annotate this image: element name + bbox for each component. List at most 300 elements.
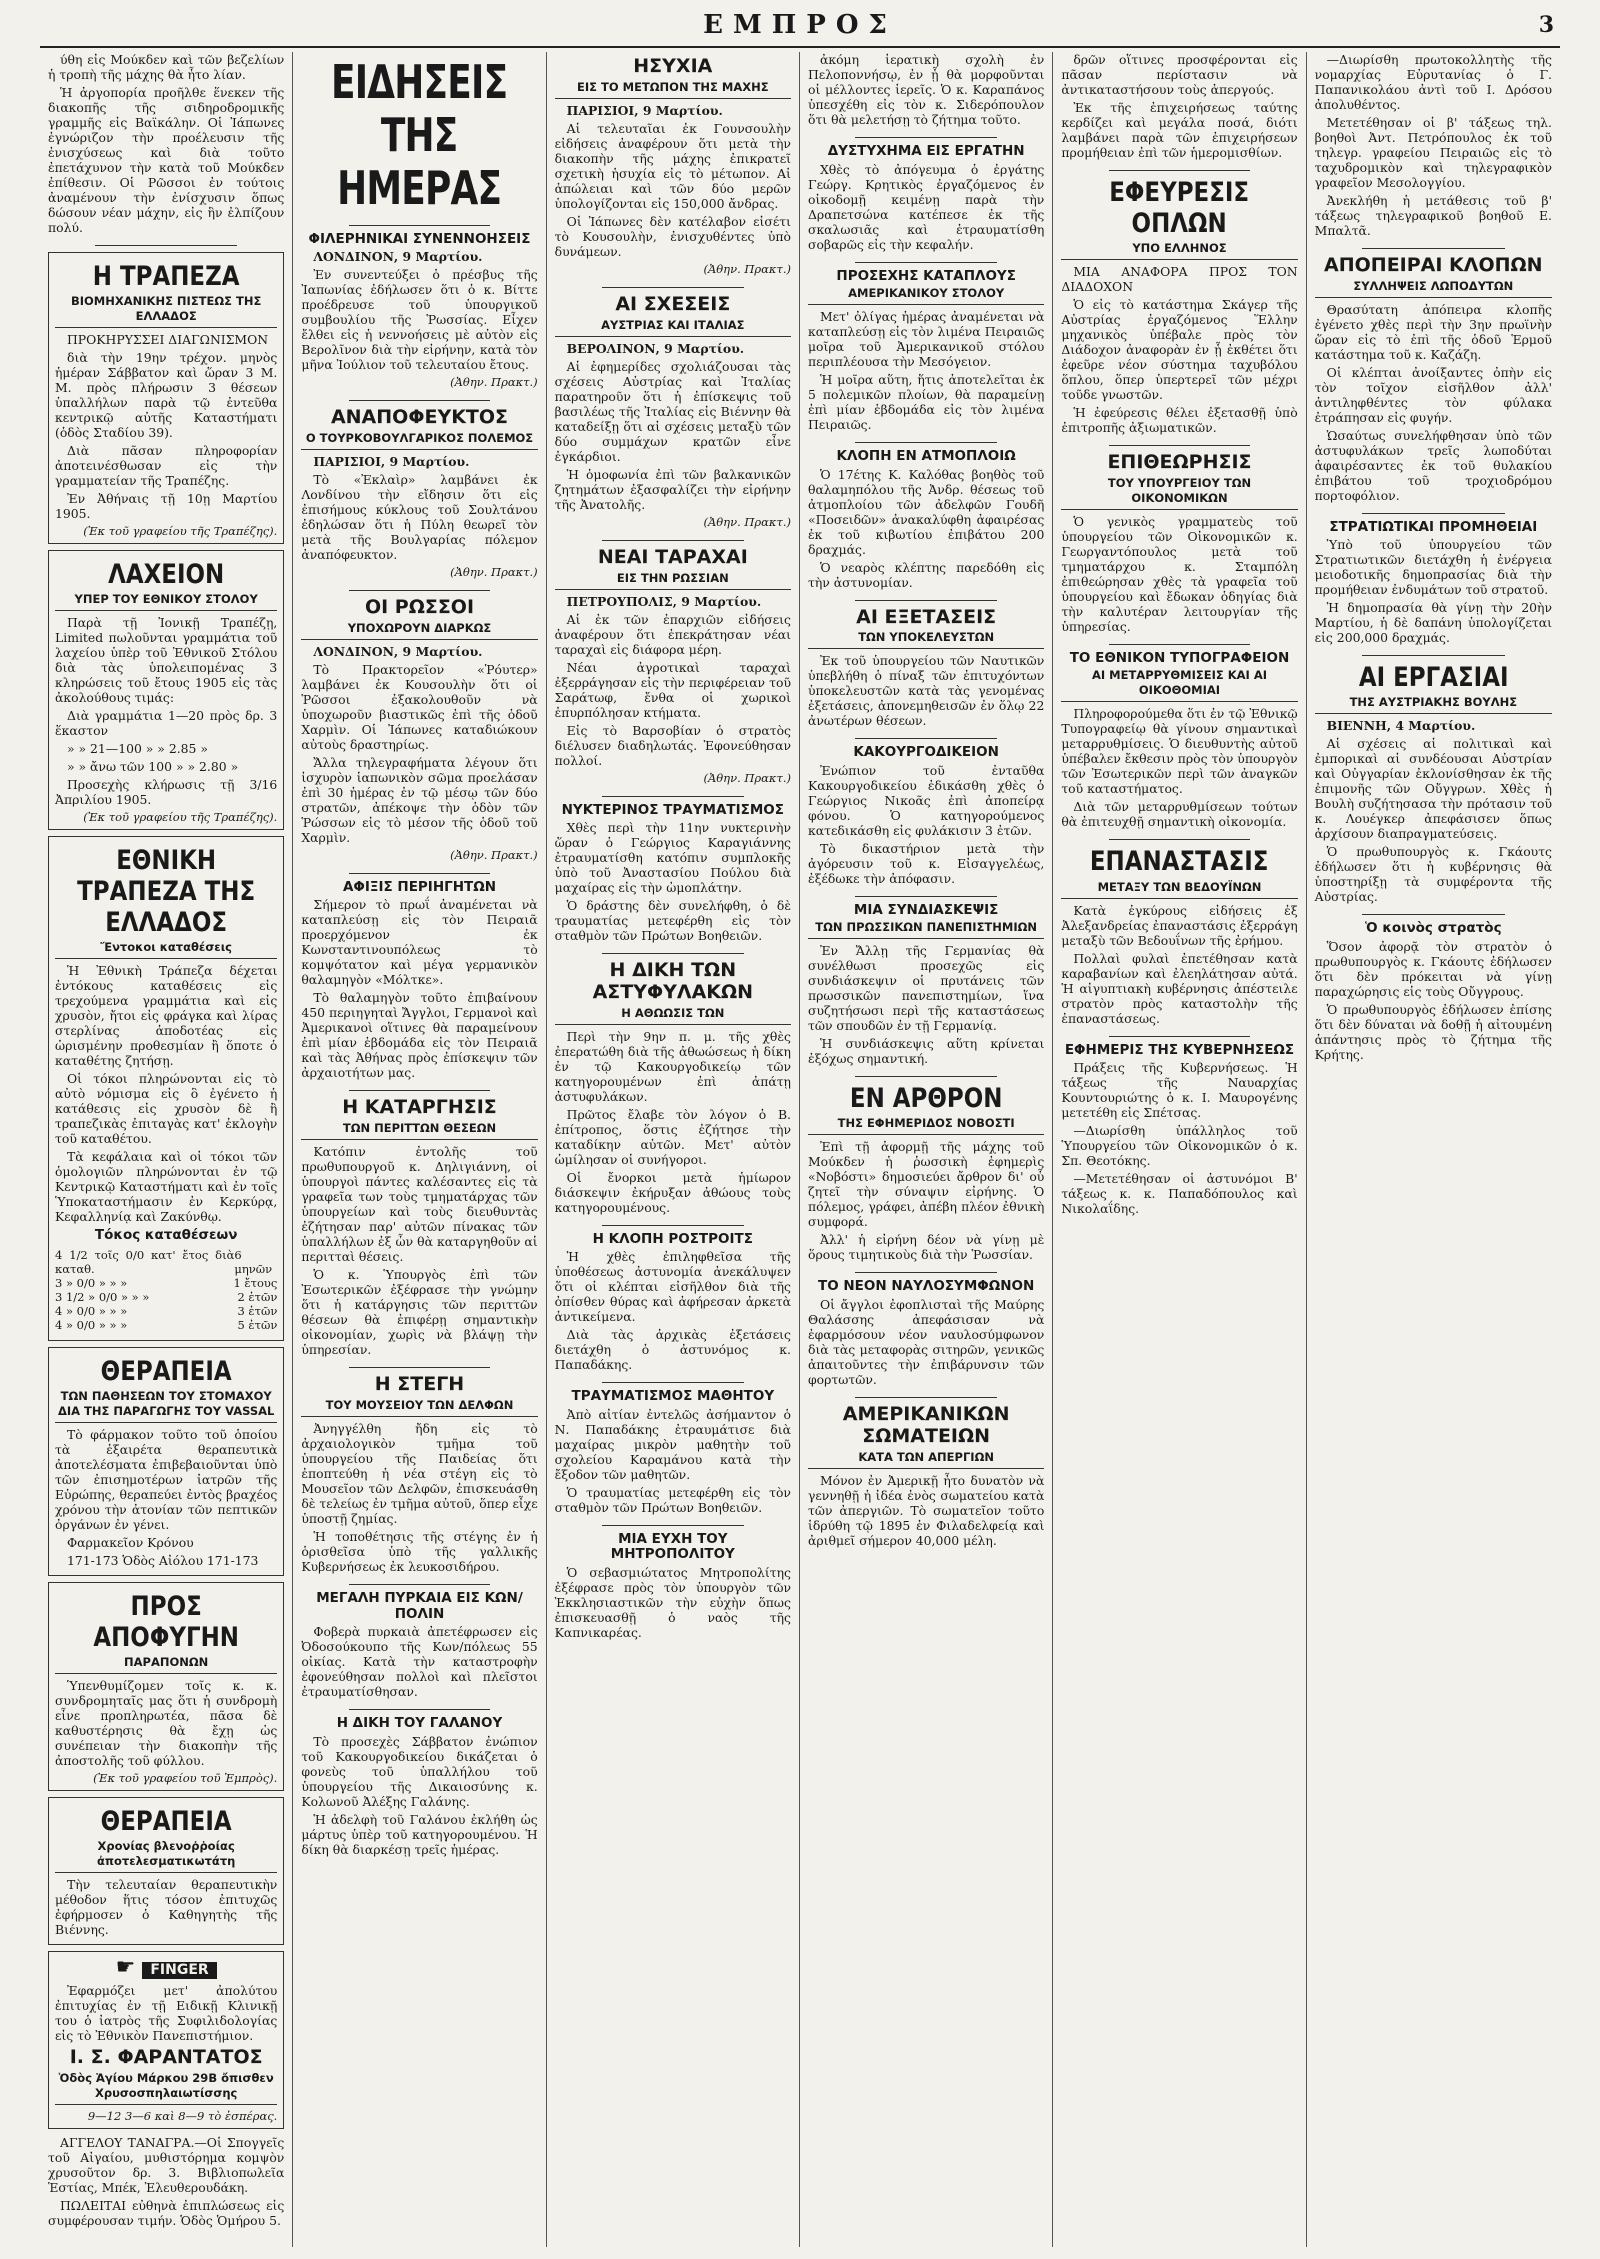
article: [808, 745, 1044, 886]
advertisement: [48, 1347, 284, 1576]
divider: [1109, 644, 1251, 645]
paragraph: Ἐνώπιον τοῦ ἐνταῦθα Κακουργοδικείου ἐδικάσθη χθὲς ὁ Γεώργιος Νικοᾶς ἐπὶ ἀποπείρᾳ φόνου. Ὁ κατηγορούμενος κατεδικάσθη εἰς φυλάκισιν 3 ἐτῶν.: [807, 762, 1045, 838]
headline: ΤΟ ΝΕΟΝ ΝΑΥΛΟΣΥΜΦΩΝΟΝ: [818, 1278, 1035, 1295]
advertisement: [48, 1797, 284, 1945]
article: [555, 56, 791, 277]
divider: [855, 262, 997, 263]
source-line: (Ἀθην. Πρακτ.): [450, 375, 538, 390]
paragraph: Ὁ δράστης δὲν συνελήφθη, ὁ δὲ τραυματίας μετεφέρθη εἰς τὸν σταθμὸν τῶν Πρώτων Βοηθειῶν.: [554, 898, 791, 944]
divider: [349, 1367, 491, 1368]
dateline: ΒΙΕΝΝΗ, 4 Μαρτίου.: [1326, 718, 1476, 734]
dateline: ΠΑΡΙΣΙΟΙ, 9 Μαρτίου.: [313, 454, 470, 470]
article: [301, 880, 537, 1081]
subheadline: ΑΙ ΜΕΤΑΡΡΥΘΜΙΣΕΙΣ ΚΑΙ ΑΙ ΟΙΚΟΘΟΜΙΑΙ: [1061, 668, 1297, 702]
article-body: [555, 1249, 791, 1372]
article-body: [808, 52, 1044, 127]
article-body: [301, 249, 537, 372]
table-cell: 4 » 0/0 » » »: [55, 1317, 128, 1332]
source-line: (Ἀθην. Πρακτ.): [703, 770, 791, 785]
divider: [1109, 1036, 1251, 1037]
paragraph: Διὰ τὰς ἀρχικὰς ἐξετάσεις διετάχθη ὁ ἀστυνόμος κ. Παπαδάκης.: [554, 1327, 791, 1373]
paragraph: Ἀνηγγέλθη ἤδη εἰς τὸ ἀρχαιολογικὸν τμῆμα τοῦ ὑπουργείου τῆς Παιδείας ὅτι ἐποπτεύθη ἡ νέα στέγη εἰς τὸ Μουσεῖον τῶν Δελφῶν, ἐπισκευάσθη δὲ τελείως ἐν τμῆμα αὐτοῦ, ὅπερ εἶχε ὑποστῇ ζημίας.: [301, 1421, 538, 1527]
column-5: [1053, 52, 1306, 2247]
paragraph: Ἐφαρμόζει μετ' ἀπολύτου ἐπιτυχίας ἐν τῇ Ειδικῇ Κλινικῇ του ὁ ἰατρὸς τῆς Συφιλιδολογίας εἰς τὸ Ἐθνικὸν Πανεπιστήμιον.: [55, 1982, 278, 2043]
source-line: (Ἀθην. Πρακτ.): [703, 261, 791, 276]
divider: [1109, 839, 1251, 840]
article-body: [555, 1407, 791, 1515]
paragraph: Οἱ τόκοι πληρώνονται εἰς τὸ αὐτὸ νόμισμα εἰς ὃ ἐγένετο ἡ κατάθεσις εἰς χρυσὸν δὲ ἢ τραπεζικὰς ἐπιταγὰς κατ' ἐκλογὴν τοῦ καταθέτου.: [55, 1071, 278, 1147]
paragraph: Τὸ Πρακτορεῖον «Ῥόυτερ» λαμβάνει ἐκ Κουσουλὴν ὅτι οἱ Ῥῶσσοι ἐξακολουθοῦν νὰ ὑποχωροῦν βιαστικῶς ἐπὶ τῆς ὁδοῦ Χαρμὶν. Οἱ Ἰάπωνες καταδιώκουν αὐτοὺς δραστηρίως.: [301, 661, 538, 752]
paragraph: Ὁ 17έτης Κ. Καλόθας βοηθὸς τοῦ θαλαμηπόλου τῆς Ἀνδρ. θέσεως τοῦ ἀτμοπλοίου τῶν ἀδελφῶν Γουδῆ «Ποσειδῶν» ἀνακαλύφθη ἀφαιρέσας ἐκ τοῦ κιβωτίου ἐπιβάτου 200 δραχμάς.: [807, 466, 1045, 557]
article-body: [301, 454, 537, 562]
table-cell: 1 ἔτους: [233, 1275, 278, 1290]
article-body: [1061, 903, 1297, 1026]
dateline: ΠΕΤΡΟΥΠΟΛΙΣ, 9 Μαρτίου.: [566, 593, 762, 609]
source-line: (Ἀθην. Πρακτ.): [450, 565, 538, 580]
paragraph: » » 21—100 » » 2.85 »: [67, 741, 208, 757]
article-body: [55, 1877, 277, 1937]
divider: [1362, 513, 1504, 514]
subheadline: ΒΙΟΜΗΧΑΝΙΚΗΣ ΠΙΣΤΕΩΣ ΤΗΣ ΕΛΛΑΔΟΣ: [55, 294, 277, 328]
article: [808, 1404, 1044, 1548]
headline: ΕΦΕΥΡΕΣΙΣ ΟΠΛΩΝ: [1109, 177, 1250, 240]
subheadline: ΤΗΣ ΑΥΣΤΡΙΑΚΗΣ ΒΟΥΛΗΣ: [1315, 695, 1552, 714]
article-body: [555, 594, 791, 768]
paragraph: Πληροφορούμεθα ὅτι ἐν τῷ Ἐθνικῷ Τυπογραφείῳ θὰ γίνουν σημαντικαὶ μεταρρυθμίσεις. Ὁ διευθυντὴς αὐτοῦ ὑπέβαλεν ἔκθεσιν πρὸς τὸν ὑπουργὸν τῶν Ἐσωτερικῶν περὶ τῶν ἀναγκῶν τοῦ καταστήματος.: [1061, 706, 1298, 797]
paragraph: Πολλαὶ φυλαὶ ἐπετέθησαν κατὰ καραβανίων καὶ ἐλεηλάτησαν αὐτά. Ἡ αἰγυπτιακὴ κυβέρνησις ἀπέστειλε στρατὸν πρὸς καταστολὴν τῆς ἐπαναστάσεως.: [1061, 950, 1298, 1026]
table-title: Τόκος καταθέσεων: [94, 1227, 238, 1244]
headline: ΜΕΓΑΛΗ ΠΥΡΚΑΙΑ ΕΙΣ ΚΩΝ/ΠΟΛΙΝ: [316, 1590, 523, 1622]
article-body: [808, 653, 1044, 728]
headline: ΠΡΟΣΕΧΗΣ ΚΑΤΑΠΛΟΥΣ: [836, 267, 1016, 284]
table-cell: 2 ἐτῶν: [237, 1289, 278, 1304]
article-body: [1315, 302, 1552, 503]
paragraph: ΜΙΑ ΑΝΑΦΟΡΑ ΠΡΟΣ ΤΟΝ ΔΙΑΔΟΧΟΝ: [1061, 264, 1298, 295]
subheadline: ΕΙΣ ΤΗΝ ΡΩΣΣΙΑΝ: [555, 571, 791, 590]
paragraph: Ἡ Ἐθνικὴ Τράπεζα δέχεται ἐντόκους καταθέσεις εἰς τρεχούμενα γραμμάτια καὶ εἰς χρυσὸν, ἤτοι εἰς φράγκα καὶ λίρας στερλίνας ἀποδοτέας εἰς ὡρισμένην προθεσμίαν ἢ ὅποτε ὁ καταθέτης ζητήσῃ.: [55, 963, 278, 1069]
paragraph: Μετ' ὀλίγας ἡμέρας ἀναμένεται νὰ καταπλεύσῃ εἰς τὸν λιμένα Πειραιῶς μοῖρα τοῦ Ἀμερικανικοῦ στόλου περιπλέουσα τὴν Μεσόγειον.: [807, 309, 1045, 370]
headline: ΕΝ ΑΡΘΡΟΝ: [849, 1083, 1003, 1115]
article: [808, 1083, 1044, 1262]
divider: [349, 873, 491, 874]
paragraph: Χθὲς περὶ τὴν 11ην νυκτερινὴν ὥραν ὁ Γεώργιος Καραγιάννης ἐτραυματίσθη κατόπιν συμπλοκῆς ὑπὸ τοῦ Ἀναστασίου Πούλου διὰ μαχαίρας εἰς τὴν ὠμοπλάτην.: [554, 820, 791, 896]
headline: ΜΙΑ ΕΥΧΗ ΤΟΥ ΜΗΤΡΟΠΟΛΙΤΟΥ: [610, 1530, 735, 1563]
paragraph: Ὁ εἰς τὸ κατάστημα Σκάγερ τῆς Αὐστρίας ἐργαζόμενος Ἕλλην μηχανικὸς ὑπέβαλε πρὸς τὸν Διάδοχον ἀναφορὰν ἐν ᾗ ἐκθέτει ὅτι ἐφεῦρε νέον σύστημα ταχυβόλου ὅπλου, ὅπερ ὑπερτερεῖ τῶν μέχρι τοῦδε γνωστῶν.: [1061, 297, 1298, 403]
paragraph: ΠΡΟΚΗΡΥΣΣΕΙ ΔΙΑΓΩΝΙΣΜΟΝ: [67, 332, 269, 348]
headline: ΤΟ ΕΘΝΙΚΟΝ ΤΥΠΟΓΡΑΦΕΙΟΝ: [1069, 649, 1290, 666]
column-2: [293, 52, 546, 2247]
divider: [855, 442, 997, 443]
paragraph: Οἱ κλέπται ἀνοίξαντες ὀπὴν εἰς τὸν τοῖχον εἰσῆλθον ἀλλ' ἀντιληφθέντες τὸν φύλακα ἐτράπησαν εἰς φυγήν.: [1314, 364, 1552, 425]
article-body: [1061, 514, 1297, 634]
divider: [855, 896, 997, 897]
headline: ΑΝΑΠΟΦΕΥΚΤΟΣ: [330, 406, 509, 429]
article-body: [55, 332, 277, 521]
paragraph: Ὑπενθυμίζομεν τοῖς κ. κ. συνδρομηταῖς μας ὅτι ἡ συνδρομὴ εἶνε προπληρωτέα, πᾶσα δὲ καθυστέρησις θὰ ἔχῃ ὡς συνέπειαν τὴν διακοπὴν τῆς ἀποστολῆς τοῦ φύλλου.: [55, 1677, 278, 1768]
paragraph: Παρὰ τῇ Ἰονικῇ Τραπέζῃ, Limited πωλοῦνται γραμμάτια τοῦ λαχείου ὑπὲρ τοῦ Ἐθνικοῦ Στόλου διὰ τὰς ὑπολειπομένας 3 κληρώσεις τοῦ ἔτους 1905 εἰς τὰς ἀκολούθους τιμάς:: [55, 615, 278, 706]
article-body: [1061, 1060, 1297, 1216]
paragraph: Ἡ τοποθέτησις τῆς στέγης ἐν ἡ ὁρισθεῖσα ὑπὸ τῆς γαλλικῆς Κυβερνήσεως ἐκ λευκοσιδήρου.: [301, 1529, 538, 1575]
subheadline: ΤΟΥ ΥΠΟΥΡΓΕΙΟΥ ΤΩΝ ΟΙΚΟΝΟΜΙΚΩΝ: [1061, 476, 1297, 510]
paragraph: Ἡ συνδιάσκεψις αὕτη κρίνεται ἐξόχως σημαντική.: [807, 1036, 1045, 1067]
article: [808, 52, 1044, 127]
paragraph: ΠΩΛΕΙΤΑΙ εὐθηνὰ ἐπιπλώσεως εἰς συμφέρουσαν τιμήν. Ὁδὸς Ὁμήρου 5.: [48, 2197, 285, 2228]
headline: ΗΣΥΧΙΑ: [633, 55, 713, 77]
dateline: ΛΟΝΔΙΝΟΝ, 9 Μαρτίου.: [313, 643, 483, 659]
subheadline: Ο ΤΟΥΡΚΟΒΟΥΛΓΑΡΙΚΟΣ ΠΟΛΕΜΟΣ: [301, 431, 537, 450]
article: [1315, 255, 1552, 503]
article-body: [808, 763, 1044, 886]
paragraph: Ὑπὸ τοῦ ὑπουργείου τῶν Στρατιωτικῶν διετάχθη ἡ ἐνέργεια μειοδοτικῆς δημοπρασίας διὰ τὴν προμήθειαν ἐνδυμάτων τοῦ στρατοῦ.: [1314, 537, 1552, 598]
article: [1061, 452, 1297, 634]
divider: [855, 1272, 997, 1273]
paragraph: Τὸ φάρμακον τοῦτο τοῦ ὁποίου τὰ ἐξαιρέτα θεραπευτικὰ ἀποτελέσματα ἐπιβεβαιοῦνται ὑπὸ τῶν ἐπισημοτέρων ἰατρῶν τῆς Εὐρώπης, θεραπεύει ἐντὸς βραχέος χρόνου τὴν ἀτονίαν τῶν πεπτικῶν ὀργάνων ἐν γένει.: [55, 1426, 278, 1532]
article-body: [555, 341, 791, 512]
subheadline: ΤΗΣ ΕΦΗΜΕΡΙΔΟΣ ΝΟΒΟΣΤΙ: [808, 1116, 1044, 1135]
headline: Η ΣΤΕΓΗ: [374, 1373, 465, 1396]
divider: [602, 540, 744, 541]
subheadline: ΚΑΤΑ ΤΩΝ ΑΠΕΡΓΙΩΝ: [808, 1450, 1044, 1469]
article: [301, 597, 537, 863]
headline: ΔΥΣΤΥΧΗΜΑ ΕΙΣ ΕΡΓΑΤΗΝ: [827, 143, 1025, 159]
subheadline: ΥΠΕΡ ΤΟΥ ΕΘΝΙΚΟΥ ΣΤΟΛΟΥ: [55, 592, 277, 611]
subheadline: Ἔντοκοι καταθέσεις: [55, 940, 277, 959]
headline: ΦΙΛΕΡΗΝΙΚΑΙ ΣΥΝΕΝΝΟΗΣΕΙΣ: [308, 230, 531, 247]
headline: ΟΙ ΡΩΣΣΟΙ: [364, 596, 475, 619]
article: [301, 1097, 537, 1357]
divider: [855, 137, 997, 138]
article: [808, 903, 1044, 1067]
article-body: [1315, 718, 1552, 904]
article: [1315, 921, 1552, 1062]
paragraph: Ὁ πρωθυπουργὸς κ. Γκάουτς ἐδήλωσεν ὅτι ἡ κυβέρνησις θὰ ὑποστηρίξῃ τὰ συμφέροντα τῆς Αὐστρίας.: [1314, 844, 1552, 905]
paragraph: Ὁ τραυματίας μετεφέρθη εἰς τὸν σταθμὸν τῶν Πρώτων Βοηθειῶν.: [554, 1484, 791, 1515]
headline: Η ΔΙΚΗ ΤΩΝ ΑΣΤΥΦΥΛΑΚΩΝ: [592, 959, 754, 1003]
divider: [855, 600, 997, 601]
article-body: [301, 1421, 537, 1574]
paragraph: » » ἄνω τῶν 100 » » 2.80 »: [67, 759, 239, 775]
source-line: (Ἐκ τοῦ γραφείου τῆς Τραπέζης).: [83, 810, 278, 825]
divider: [855, 1397, 997, 1398]
paragraph: Ἡ δημοπρασία θὰ γίνῃ τὴν 20ὴν Μαρτίου, ἡ δὲ δαπάνη ὑπολογίζεται εἰς 200,000 δραχμάς.: [1314, 600, 1552, 646]
paragraph: 171-173 Ὁδὸς Αἰόλου 171-173: [67, 1552, 259, 1568]
paragraph: Ὁ σεβασμιώτατος Μητροπολίτης ἐξέφρασε πρὸς τὸν ὑπουργὸν τῶν Ἐκκλησιαστικῶν τὴν εὐχὴν ὅπως ἐπισκευασθῇ ὁ ναὸς τῆς Καπνικαρέας.: [554, 1564, 791, 1640]
paragraph: Ἐν Ἄλλῃ τῆς Γερμανίας θὰ συνέλθωσι προσεχῶς εἰς συνδιάσκεψιν οἱ πρυτάνεις τῶν πρωσσικῶν πανεπιστημίων, ἵνα συζητήσωσι περὶ τῆς καταστάσεως τῶν σπουδῶν ἐν τῇ Γερμανίᾳ.: [807, 943, 1045, 1034]
headline: Η ΚΑΤΑΡΓΗΣΙΣ: [342, 1096, 497, 1119]
paragraph: Ἀνεκλήθη ἡ μετάθεσις τοῦ β' τάξεως τηλεγραφικοῦ βοηθοῦ Ε. Μπαλτᾶ.: [1314, 193, 1552, 238]
paragraph: Ὁ γενικὸς γραμματεὺς τοῦ ὑπουργείου τῶν Οἰκονομικῶν κ. Γεωργαντόπουλος μετὰ τοῦ τμηματάρχου κ. Σταμπόλη ἐπιθεώρησαν χθὲς τὰ γραφεῖα τοῦ ὑπουργείου καὶ ἔδωκαν ὁδηγίας διὰ τὴν καλυτέραν λειτουργίαν τῆς ὑπηρεσίας.: [1061, 513, 1298, 634]
advertisement: [48, 1582, 284, 1791]
article: [555, 803, 791, 944]
article-body: [48, 2135, 284, 2228]
article-body: [55, 1427, 277, 1568]
article: [301, 407, 537, 580]
headline: ΕΠΑΝΑΣΤΑΣΙΣ: [1090, 846, 1269, 878]
divider: [602, 953, 744, 954]
article: [1315, 520, 1552, 646]
article-body: [808, 162, 1044, 252]
headline: ΝΕΑΙ ΤΑΡΑΧΑΙ: [597, 545, 748, 568]
article: [48, 52, 284, 235]
divider: [1109, 170, 1251, 171]
subheadline: ΑΜΕΡΙΚΑΝΙΚΟΥ ΣΤΟΛΟΥ: [808, 286, 1044, 305]
article-body: [55, 1983, 277, 2043]
column-3: [547, 52, 800, 2247]
paragraph: Τὰ κεφάλαια καὶ οἱ τόκοι τῶν ὁμολογιῶν πληρώνονται ἐν τῷ Κεντρικῷ Καταστήματι καὶ ἐν τοῖς Ὑποκαταστήμασιν ἐν Κερκύρᾳ, Κεφαλληνίᾳ καὶ Ζακύνθῳ.: [55, 1149, 278, 1225]
article-body: [1315, 537, 1552, 645]
paragraph: Νέαι ἀγροτικαὶ ταραχαὶ ἐξερράγησαν εἰς τὴν περιφέρειαν τοῦ Σαράτωφ, ἔνθα οἱ χωρικοὶ ἐπυρπόλησαν κτήματα.: [554, 659, 791, 720]
table-row: [55, 1318, 277, 1332]
newspaper-columns: [40, 52, 1560, 2247]
table-cell: 4 1/2 τοῖς 0/0 κατ' ἔτος διὰ καταθ.: [55, 1247, 235, 1276]
subheadline: ΤΩΝ ΠΑΘΗΣΕΩΝ ΤΟΥ ΣΤΟΜΑΧΟΥ ΔΙΑ ΤΗΣ ΠΑΡΑΓΩΓΗΣ ΤΟΥ VASSAL: [55, 1389, 277, 1423]
paragraph: Τὸ δικαστήριον μετὰ τὴν ἀγόρευσιν τοῦ κ. Εἰσαγγελέως, ἐξέδωκε τὴν ἀπόφασιν.: [807, 840, 1045, 886]
divider: [1109, 445, 1251, 446]
paragraph: ύθη εἰς Μούκδεν καὶ τῶν βεζελίων ἡ τροπὴ τῆς μάχης θὰ ἦτο λίαν.: [48, 52, 285, 82]
table-cell: 3 » 0/0 » » »: [55, 1275, 128, 1290]
paragraph: Μετετέθησαν οἱ β' τάξεως τηλ. βοηθοὶ Ἀντ. Πετρόπουλος ἐκ τοῦ τηλεγρ. γραφείου Πειραιῶς εἰς τὸ ταχυδρομικὸν καὶ τηλεγραφικὸν γραφεῖον Μεσολογγίου.: [1314, 115, 1552, 190]
paragraph: Πρῶτος ἔλαβε τὸν λόγον ὁ Β. ἐπίτροπος, ὅστις ἐζήτησε τὴν καταδίκην αὐτῶν. Μετ' αὐτὸν ὡμίλησαν οἱ συνήγοροι.: [554, 1106, 791, 1167]
article: [301, 56, 537, 215]
divider: [602, 1382, 744, 1383]
article-body: [555, 1565, 791, 1640]
paragraph: Ἐκ τοῦ ὑπουργείου τῶν Ναυτικῶν ὑπεβλήθη ὁ πίναξ τῶν ἐπιτυχόντων ὑποκελευστῶν κατὰ τὰς γενομένας ἐξετάσεις, ἀπονεμηθεισῶν ἐν ὅλῳ 22 ἀνωτέρων θέσεων.: [807, 653, 1045, 729]
article: [555, 1232, 791, 1373]
paragraph: Οἱ ἔνορκοι μετὰ ἡμίωρον διάσκεψιν ἐκήρυξαν ἀθώους τοὺς κατηγορουμένους.: [554, 1169, 791, 1215]
article-body: [301, 1624, 537, 1699]
article-body: [1315, 52, 1552, 238]
article: [555, 1389, 791, 1515]
paragraph: Ἡ ἐφεύρεσις θέλει ἐξετασθῇ ὑπὸ ἐπιτροπῆς ἀξιωματικῶν.: [1061, 405, 1298, 436]
column-1: [40, 52, 293, 2247]
paragraph: Αἱ σχέσεις αἱ πολιτικαὶ καὶ ἐμπορικαὶ αἱ συνδέουσαι Αὐστρίαν καὶ Οὐγγαρίαν ἐκλονίσθησαν ἐκ τῆς ἐπιμονῆς τῶν Οὔγγρων. Χθὲς ἡ Βουλὴ συζήτησασα τὴν πρότασιν τοῦ κ. Λουέγκερ ἀπεφάσισεν ὅπως ἀρχίσουν διαπραγματεύσεις.: [1314, 736, 1552, 842]
paragraph: Ὁ νεαρὸς κλέπτης παρεδόθη εἰς τὴν ἀστυνομίαν.: [807, 559, 1045, 590]
advertisement: [48, 550, 284, 830]
paragraph: Χθὲς τὸ ἀπόγευμα ὁ ἐργάτης Γεώργ. Κρητικὸς ἐργαζόμενος ἐν οἰκοδομῇ κειμένῃ παρὰ τὴν Δραπετσώνα κατέπεσε ἐκ τῆς σκαλωσιᾶς καὶ ἐτραυματίσθη σοβαρῶς εἰς τὴν κεφαλήν.: [807, 161, 1045, 252]
source-line: (Ἀθην. Πρακτ.): [703, 514, 791, 529]
subheadline: ΥΠΟ ΕΛΛΗΝΟΣ: [1061, 241, 1297, 260]
headline: ΘΕΡΑΠΕΙΑ: [100, 1355, 232, 1387]
divider: [855, 738, 997, 739]
article-body: [808, 943, 1044, 1066]
article-body: [808, 1297, 1044, 1387]
table-cell: 5 ἐτῶν: [237, 1317, 278, 1332]
paragraph: —Μετετέθησαν οἱ ἀστυνόμοι Β' τάξεως κ. κ. Παπαδόπουλος καὶ Νικολαΐδης.: [1061, 1171, 1298, 1217]
dateline: ΠΑΡΙΣΙΟΙ, 9 Μαρτίου.: [566, 102, 723, 118]
headline: ΣΤΡΑΤΙΩΤΙΚΑΙ ΠΡΟΜΗΘΕΙΑΙ: [1329, 518, 1538, 535]
divider: [349, 400, 491, 401]
masthead: ΕΜΠΡΟΣ: [703, 10, 897, 40]
article: [1315, 52, 1552, 238]
divider: [602, 1225, 744, 1226]
article: [301, 1716, 537, 1857]
headline: ΠΡΟΣ ΑΠΟΦΥΓΗΝ: [93, 1590, 239, 1653]
article-body: [55, 963, 277, 1224]
subheadline: ΥΠΟΧΩΡΟΥΝ ΔΙΑΡΚΩΣ: [301, 621, 537, 640]
paragraph: Ὁ κ. Ὑπουργὸς ἐπὶ τῶν Ἐσωτερικῶν ἐξέφρασε τὴν γνώμην ὅτι ἡ κατάργησις τῶν περιττῶν θέσεων θὰ ἐπιφέρῃ σημαντικὴν οἰκονομίαν, χωρὶς νὰ βλάψῃ τὴν ὑπηρεσίαν.: [301, 1267, 538, 1358]
headline: ΛΑΧΕΙΟΝ: [108, 559, 225, 591]
headline: ΝΥΚΤΕΡΙΝΟΣ ΤΡΑΥΜΑΤΙΣΜΟΣ: [561, 801, 784, 818]
divider: [349, 1090, 491, 1091]
article: [808, 607, 1044, 729]
paragraph: Αἱ τελευταῖαι ἐκ Γουνσουλὴν εἰδήσεις ἀναφέρουν ὅτι μετὰ τὴν διακοπὴν τῆς μάχης ἐπικρατεῖ σχετικὴ ἡσυχία εἰς τὸ μέτωπον. Αἱ ἀπώλειαι καὶ τῶν δύο μερῶν ὑπολογίζονται εἰς 150,000 ἄνδρας.: [554, 120, 791, 211]
article: [555, 294, 791, 530]
headline: Η ΚΛΟΠΗ ΡΟΣΤΡΟΙΤΣ: [592, 1230, 753, 1247]
subheadline: ΤΩΝ ΠΡΩΣΣΙΚΩΝ ΠΑΝΕΠΙΣΤΗΜΙΩΝ: [808, 920, 1044, 939]
table-row: [55, 1248, 277, 1276]
divider: [1362, 248, 1504, 249]
advertisement: [48, 836, 284, 1341]
article: [808, 269, 1044, 433]
dateline: ΒΕΡΟΛΙΝΟΝ, 9 Μαρτίου.: [566, 340, 745, 356]
paragraph: Ἡ χθὲς ἐπιληφθεῖσα τῆς ὑποθέσεως ἀστυνομία ἀνεκάλυψεν ὅτι οἱ κλέπται εἰσῆλθον διὰ τῆς ὀπίσθεν θύρας καὶ ἀφήρεσαν ἀρκετὰ ἀντικείμενα.: [554, 1249, 791, 1325]
article-body: [48, 52, 284, 235]
paragraph: Ἀπὸ αἰτίαν ἐντελῶς ἀσήμαντον ὁ Ν. Παπαδάκης ἐτραυμάτισε διὰ μαχαίρας μικρὸν μαθητὴν τοῦ σχολείου Καραμάνου κατὰ τὴν ἔξοδον τῶν μαθητῶν.: [554, 1406, 791, 1482]
paragraph: Κατὰ ἐγκύρους εἰδήσεις ἐξ Ἀλεξανδρείας ἐπαναστάσις ἐξερράγη μεταξὺ τῶν Βεδουΐνων τῆς ἐρήμου.: [1061, 902, 1298, 948]
article-body: [301, 644, 537, 845]
paragraph: Διὰ τῶν μεταρρυθμίσεων τούτων θὰ ἐπιτευχθῇ σημαντικὴ οἰκονομία.: [1061, 799, 1298, 830]
subheadline: ΑΥΣΤΡΙΑΣ ΚΑΙ ΙΤΑΛΙΑΣ: [555, 318, 791, 337]
source-line: (Ἐκ τοῦ γραφείου τοῦ Ἐμπρὸς).: [93, 1770, 278, 1785]
subheadline: ΕΙΣ ΤΟ ΜΕΤΩΠΟΝ ΤΗΣ ΜΑΧΗΣ: [555, 80, 791, 99]
paragraph: Φαρμακεῖον Κρόνου: [67, 1534, 194, 1550]
paragraph: Οἱ Ἰάπωνες δὲν κατέλαβον εἰσέτι τὸ Κουσουλὴν, ἐνισχυθέντες ὑπὸ δυνάμεων.: [554, 213, 791, 259]
table-cell: 3 ἐτῶν: [237, 1303, 278, 1318]
article: [555, 960, 791, 1215]
article-body: [301, 1734, 537, 1857]
article-body: [808, 309, 1044, 432]
paragraph: Ἀλλ' ἡ εἰρήνη δέον νὰ γίνῃ μὲ ὅρους τιμητικοὺς διὰ τὴν Ῥωσσίαν.: [807, 1232, 1045, 1263]
paragraph: Τὴν τελευταίαν θεραπευτικὴν μέθοδον ἥτις τόσον ἐπιτυχῶς ἐφήρμοσεν ὁ Καθηγητὴς τῆς Βιέννης.: [55, 1876, 278, 1937]
headline: ΜΙΑ ΣΥΝΔΙΑΣΚΕΨΙΣ: [853, 901, 999, 918]
article-body: [55, 615, 277, 807]
table-row: [55, 1290, 277, 1304]
article-body: [808, 1139, 1044, 1262]
article-body: [1061, 52, 1297, 160]
headline: ΑΠΟΠΕΙΡΑΙ ΚΛΟΠΩΝ: [1324, 254, 1543, 276]
article: [1061, 52, 1297, 160]
table-row: [55, 1304, 277, 1318]
article: [301, 1591, 537, 1699]
article: [808, 144, 1044, 252]
divider: [1362, 655, 1504, 656]
headline: ΕΠΙΘΕΩΡΗΣΙΣ: [1107, 451, 1252, 474]
paragraph: Αἱ ἐφημερίδες σχολιάζουσαι τὰς σχέσεις Αὐστρίας καὶ Ἰταλίας παρατηροῦν ὅτι ἡ ἐπίσκεψις τοῦ βασιλέως τῆς Ἰταλίας εἰς Βιέννην θὰ καταδείξῃ ὅτι αἱ σχέσεις μεταξὺ τῶν δύο συμμάχων κρατῶν εἶνε ἐγκάρδιοι.: [554, 358, 791, 464]
paragraph: διὰ τὴν 19ην τρέχον. μηνὸς ἡμέραν Σάββατον καὶ ὥραν 3 Μ. Μ. πρὸς πλήρωσιν 3 θέσεων ὑπαλλήλων παρὰ τῷ ἐντεῦθα κεντρικῷ αὐτῆς Καταστήματι (ὁδὸς Σταδίου 39).: [55, 350, 278, 441]
subheadline: Χρονίας βλενοῤῥοίας ἀποτελεσματικωτάτη: [55, 1839, 277, 1873]
article-body: [55, 1678, 277, 1768]
paragraph: Τὸ «Ἐκλαὶρ» λαμβάνει ἐκ Λονδίνου τὴν εἴδησιν ὅτι εἰς ἐπισήμους κύκλους τοῦ Σουλτάνου ἐδηλώσαν ὅτι ἡ Πύλη θεωρεῖ τὸν μετὰ τῆς Βουλγαρίας πόλεμον ἀναπόφευκτον.: [301, 472, 538, 563]
headline: Ὁ κοινὸς στρατὸς: [1365, 920, 1502, 937]
article-body: [555, 1029, 791, 1215]
divider: [855, 1076, 997, 1077]
paragraph: Τὸ θαλαμηγὸν τοῦτο ἐπιβαίνουν 450 περιηγηταὶ Ἄγγλοι, Γερμανοὶ καὶ Ἀμερικανοὶ οἵτινες θὰ παραμείνουν ἐπὶ μίαν ἑβδομάδα εἰς τὸν Πειραιᾶ καὶ τὰς Ἀθήνας πρὸς ἐπίσκεψιν τῶν ἀρχαιοτήτων μας.: [301, 990, 538, 1081]
table-cell: 3 1/2 » 0/0 » » »: [55, 1289, 150, 1304]
address: Ὁδὸς Ἁγίου Μάρκου 29Β ὄπισθεν Χρυσοσπηλαιωτίσσης: [55, 2071, 277, 2105]
paragraph: Ὡσαύτως συνελήφθησαν ὑπὸ τῶν ἀστυφυλάκων τρεῖς λωποδύται ἀφαιρέσαντες ἐκ τοῦ θυλακίου ἐπιβάτου τοῦ τροχιοδρόμου πορτοφόλιον.: [1314, 427, 1552, 503]
paragraph: Ἐν συνεντεύξει ὁ πρέσβυς τῆς Ἰαπωνίας ἐδήλωσεν ὅτι ὁ κ. Βίττε προέδρευσε τοῦ ὑπουργικοῦ συμβουλίου τῆς Ῥωσσίας. Εἶχεν ἔλθει εἰς ἡ νεννοήσεις μὲ αὐτὸν εἰς Βερολῖνον διὰ τὴν εἰρήνην, κατὰ τὸν μῆνα Ἰούλιον τοῦ τελευταίου ἔτους.: [301, 267, 538, 373]
headline: ΑΦΙΞΙΣ ΠΕΡΙΗΓΗΤΩΝ: [342, 878, 497, 895]
paragraph: Ἐπὶ τῇ ἀφορμῇ τῆς μάχης τοῦ Μούκδεν ἡ ῥωσσικὴ ἐφημερὶς «Νοβόστι» δημοσιεύει ἄρθρον δι' οὗ ζητεῖ τὴν σύναψιν εἰρήνης. Ὁ πόλεμος, γράφει, ἀπέβη πλέον ἐθνικὴ συμφορά.: [807, 1139, 1045, 1230]
article: [301, 232, 537, 391]
article-body: [555, 103, 791, 259]
headline: ΘΕΡΑΠΕΙΑ: [100, 1805, 232, 1837]
article-body: [1061, 706, 1297, 829]
badge-row: [55, 1954, 277, 1980]
headline: ΚΑΚΟΥΡΓΟΔΙΚΕΙΟΝ: [853, 744, 999, 761]
divider: [602, 1525, 744, 1526]
paragraph: Ἐν Ἀθήναις τῇ 10ῃ Μαρτίου 1905.: [55, 491, 278, 522]
subheadline: ΜΕΤΑΞΥ ΤΩΝ ΒΕΔΟΥΪΝΩΝ: [1061, 880, 1297, 899]
page-header: [40, 8, 1560, 48]
paragraph: Σήμερον τὸ πρωΐ ἀναμένεται νὰ καταπλεύσῃ εἰς τὸν Πειραιᾶ προερχόμενον ἐκ Κωνσταντινουπόλεως τὸ κομψότατον καὶ μέγα γερμανικὸν θαλαμηγὸν «Μόλτκε».: [301, 897, 538, 988]
headline: ΕΦΗΜΕΡΙΣ ΤΗΣ ΚΥΒΕΡΝΗΣΕΩΣ: [1064, 1041, 1295, 1058]
paragraph: Πράξεις τῆς Κυβερνήσεως. Ἡ τάξεως τῆς Ναυαρχίας Κουντουριώτης ὁ κ. Ι. Μαυρογένης μετετέθη εἰς Σπέτσας.: [1061, 1060, 1298, 1121]
article: [301, 1374, 537, 1574]
article-body: [555, 820, 791, 943]
article: [1061, 177, 1297, 435]
headline: ΑΙ ΣΧΕΣΕΙΣ: [615, 292, 731, 315]
subheadline: Η ΑΘΩΩΣΙΣ ΤΩΝ: [555, 1006, 791, 1025]
paragraph: Ἡ ἀργοπορία προῆλθε ἕνεκεν τῆς διακοπῆς τῆς σιδηροδρομικῆς γραμμῆς εἰς Βαϊκάλην. Οἱ Ἰάπωνες ἐγνώριζον τὴν προέλευσιν τῆς ἐνισχύσεως καὶ διὰ τοῦτο ἐπετάχυνον τὴν κατὰ τοῦ Μούκδεν ἐπίθεσιν. Οἱ Ρῶσσοι ἐν τούτοις ἀναμένουν τὴν ἐνίσχυσιν ὅπως δώσουν νέαν μάχην, εἰς ἣν ἐλπίζουν πολύ.: [48, 85, 285, 235]
headline: ΤΡΑΥΜΑΤΙΣΜΟΣ ΜΑΘΗΤΟΥ: [571, 1388, 775, 1405]
article: [1061, 651, 1297, 830]
divider: [349, 225, 491, 226]
subheadline: ΤΩΝ ΥΠΟΚΕΛΕΥΣΤΩΝ: [808, 630, 1044, 649]
table-cell: 6 μηνῶν: [234, 1247, 273, 1276]
headline: Η ΔΙΚΗ ΤΟΥ ΓΑΛΑΝΟΥ: [336, 1715, 503, 1732]
article: [555, 1532, 791, 1640]
advertisement: [48, 1951, 284, 2129]
article-body: [301, 1144, 537, 1357]
article-body: [808, 467, 1044, 590]
paragraph: ἀκόμη ἱερατικὴ σχολὴ ἐν Πελοποννήσῳ, ἐν ᾗ θὰ μορφοῦνται οἱ μέλλοντες ἱερεῖς. Ὁ κ. Καραπάνος ὑπεσχέθη εἰς τὸν κ. Σιδερόπουλον ὅτι θὰ μελετήσῃ τὸ ζήτημα τοῦτο.: [807, 52, 1045, 127]
subheadline: ΣΥΛΛΗΨΕΙΣ ΛΩΠΟΔΥΤΩΝ: [1315, 279, 1552, 298]
headline: Η ΤΡΑΠΕΖΑ: [92, 261, 240, 292]
paragraph: Ὁ πρωθυπουργὸς ἐδήλωσεν ἐπίσης ὅτι δὲν δύναται νὰ δοθῇ ἡ αἰτουμένη ἀπάντησις πρὸς τὸ ζήτημα τῆς Κρήτης.: [1314, 1001, 1552, 1062]
paragraph: Ἡ μοῖρα αὕτη, ἥτις ἀποτελεῖται ἐκ 5 πολεμικῶν πλοίων, θὰ παραμείνῃ ἐπὶ μίαν ἑβδομάδα εἰς τὸν λιμένα Πειραιῶς.: [807, 372, 1045, 433]
divider: [1362, 914, 1504, 915]
divider: [349, 1584, 491, 1585]
dateline: ΛΟΝΔΙΝΟΝ, 9 Μαρτίου.: [313, 249, 483, 265]
paragraph: Οἱ ἄγγλοι ἐφοπλισταὶ τῆς Μαύρης Θαλάσσης ἀπεφάσισαν νὰ ἐφαρμόσουν νέον ναυλοσύμφωνον διὰ τὰς μεταφορὰς σιτηρῶν, γενικῶς ἀπαιτοῦντες τὴν ἐπιβάρυνσιν τῶν φορτωτῶν.: [807, 1296, 1045, 1387]
article: [808, 449, 1044, 590]
source-line: (Ἀθην. Πρακτ.): [450, 847, 538, 862]
article-body: [808, 1473, 1044, 1548]
paragraph: —Διωρίσθη ὑπάλληλος τοῦ Ὑπουργείου τῶν Οἰκονομικῶν ὁ κ. Σπ. Θεοτόκης.: [1061, 1123, 1298, 1169]
paragraph: ΑΓΓΕΛΟΥ ΤΑΝΑΓΡΑ.—Οἱ Σπογγεῖς τοῦ Αἰγαίου, μυθιστόρημα κομψὸν χρυσοῦτον δρ. 3. Βιβλιοπωλεῖα Ἑστίας, Μπέκ, Ἐλευθερουδάκη.: [48, 2134, 285, 2195]
article-body: [1061, 264, 1297, 435]
pointing-hand-icon: ☛: [115, 1954, 143, 1980]
subheadline: ΤΟΥ ΜΟΥΣΕΙΟΥ ΤΩΝ ΔΕΛΦΩΝ: [301, 1398, 537, 1417]
paragraph: Αἱ ἐκ τῶν ἐπαρχιῶν εἰδήσεις ἀναφέρουν ὅτι ἐπεκράτησαν νέαι ταραχαὶ εἰς διάφορα μέρη.: [554, 611, 791, 657]
finger-badge: FINGER: [142, 1962, 216, 1979]
interest-table: [55, 1248, 277, 1332]
subheadline: ΤΩΝ ΠΕΡΙΤΤΩΝ ΘΕΣΕΩΝ: [301, 1121, 537, 1140]
paragraph: Ἡ ὁμοφωνία ἐπὶ τῶν βαλκανικῶν ζητημάτων ἐξασφαλίζει τὴν εἰρήνην τῆς Ἀνατολῆς.: [554, 466, 791, 512]
paragraph: δρῶν οἵτινες προσφέρονται εἰς πᾶσαν περίστασιν νὰ ἀντικαταστήσουν τοὺς ἀπεργούς.: [1061, 52, 1298, 97]
column-6: [1307, 52, 1560, 2247]
headline: ΑΙ ΕΡΓΑΣΙΑΙ: [1358, 662, 1509, 694]
paragraph: Φοβερὰ πυρκαιὰ ἀπετέφρωσεν εἰς Ὀδοσούκουπο τῆς Κων/πόλεως 55 οἰκίας. Κατὰ τὴν καταστροφὴν ἐφονεύθησαν πολλοὶ καὶ πλεῖστοι ἐτραυματίσθησαν.: [301, 1624, 538, 1700]
table-cell: 4 » 0/0 » » »: [55, 1303, 128, 1318]
page-number: 3: [1538, 12, 1554, 38]
article: [808, 1279, 1044, 1387]
divider: [602, 287, 744, 288]
article: [1315, 662, 1552, 904]
paragraph: Ἐκ τῆς ἐπιχειρήσεως ταύτης κερδίζει καὶ μεγάλα ποσά, διότι λαμβάνει παρὰ τῶν ἐπιχειρήσεων προμήθειαν ἐπὶ τῶν ἡμερομισθίων.: [1061, 100, 1298, 160]
article: [555, 547, 791, 786]
